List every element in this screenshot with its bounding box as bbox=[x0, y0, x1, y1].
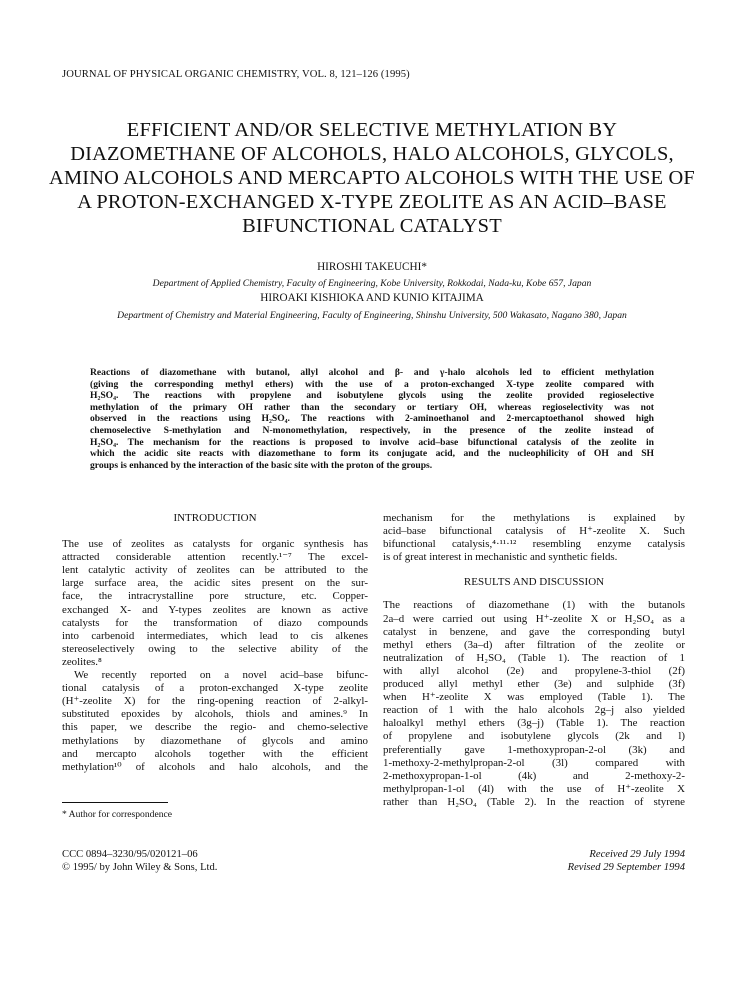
results-line: haloalkyl methyl ethers (3g–j) (Table 1). The reaction bbox=[383, 717, 685, 730]
results-line: when H⁺-zeolite X was employed (Table 1). The bbox=[383, 691, 685, 704]
intro-line: methylations by diazomethane of glycols and amino bbox=[62, 734, 368, 747]
abstract-line: methylation of the primary OH rather than the secondary or tertiary OH, whereas regioselectivity was not bbox=[90, 401, 654, 413]
results-line: The reactions of diazomethane (1) with the butanols bbox=[383, 599, 685, 612]
intro-line: attracted considerable attention recently.¹⁻⁷ The excel- bbox=[62, 551, 368, 564]
intro-line: The use of zeolites as catalysts for organic synthesis has bbox=[62, 538, 368, 551]
body-line: acid–base bifunctional catalysis of H⁺-zeolite X. Such bbox=[383, 525, 685, 538]
title-line: BIFUNCTIONAL CATALYST bbox=[242, 215, 502, 237]
abstract-line: observed in the reactions using H₂SO₄. The reactions with 2-aminoethanol and 2-mercaptoethanol showed high bbox=[90, 413, 654, 425]
abstract-line: H₂SO₄. The reactions with propylene and isobutylene glycols using the zeolite provided regioselective bbox=[90, 390, 654, 402]
intro-line: into carbenoid intermediates, which lead to cis alkenes bbox=[62, 629, 368, 642]
publication-info bbox=[62, 848, 217, 875]
intro-line: this paper, we describe the regio- and chemo-selective bbox=[62, 721, 368, 734]
footnote-rule bbox=[62, 802, 168, 803]
footnote: * Author for correspondence bbox=[62, 809, 173, 820]
author-secondary: HIROAKI KISHIOKA AND KUNIO KITAJIMA bbox=[260, 292, 484, 304]
revised-date: Revised 29 September 1994 bbox=[567, 862, 685, 874]
results-line: with allyl alcohol (2e) and propylene-3-thiol (2f) bbox=[383, 664, 685, 677]
dates bbox=[568, 848, 685, 875]
body-line: bifunctional catalysis,⁴·¹¹·¹² resembling enzyme catalysis bbox=[383, 538, 685, 551]
title-line: EFFICIENT AND/OR SELECTIVE METHYLATION BY bbox=[126, 119, 618, 141]
results-line: reaction of 1 with the halo alcohols 2g–j also yielded bbox=[383, 704, 685, 717]
ccc-code: CCC 0894–3230/95/020121–06 bbox=[62, 849, 198, 860]
results-line: 1-methoxy-2-methylpropan-2-ol (3l) compared with bbox=[383, 756, 685, 769]
intro-line: face, the intracrystalline pore structure, etc. Copper- bbox=[62, 590, 368, 603]
results-heading: RESULTS AND DISCUSSION bbox=[463, 576, 605, 589]
results-line: produced allyl methyl ether (3e) and sulphide (3f) bbox=[383, 678, 685, 691]
intro-line: tional catalysis of a proton-exchanged X-type zeolite bbox=[62, 682, 368, 695]
journal-header: JOURNAL OF PHYSICAL ORGANIC CHEMISTRY, VOL. 8, 121–126 (1995) bbox=[62, 69, 410, 80]
body-line: mechanism for the methylations is explained by bbox=[383, 512, 685, 524]
right-column bbox=[383, 512, 685, 809]
results-line: 2a–d were carried out using H⁺-zeolite X or H₂SO₄ as a bbox=[383, 612, 685, 625]
results-line: methyl ethers (3a–d) after filtration of the zeolite or bbox=[383, 638, 685, 651]
intro-line: stereoselectively owing to the selective ability of the bbox=[62, 642, 368, 655]
left-column bbox=[62, 512, 368, 774]
introduction-heading: INTRODUCTION bbox=[173, 512, 257, 524]
intro-line: substituted epoxides by alcohols, thiols and amines.⁹ In bbox=[62, 708, 368, 721]
intro-line: large surface area, the acidic sites present on the sur- bbox=[62, 577, 368, 590]
copyright: © 1995/ by John Wiley & Sons, Ltd. bbox=[62, 862, 218, 874]
body-line: is of great interest in mechanistic and synthetic fields. bbox=[383, 551, 618, 564]
results-line: preferentially gave 1-methoxypropan-2-ol (3k) and bbox=[383, 743, 685, 756]
abstract-line: chemoselective S-methylation and N-monomethylation, respectively, in the presence of the zeolite instead of bbox=[90, 424, 654, 436]
article-title bbox=[30, 118, 714, 238]
results-line: neutralization of H₂SO₄ (Table 1). The reaction of 1 bbox=[383, 651, 685, 664]
intro-line: zeolites.⁸ bbox=[62, 655, 102, 668]
affiliation-kobe: Department of Applied Chemistry, Faculty of Engineering, Kobe University, Rokkodai, Nada-ku, Kobe 657, Japan bbox=[152, 278, 592, 289]
title-line: DIAZOMETHANE OF ALCOHOLS, HALO ALCOHOLS, GLYCOLS, bbox=[70, 143, 674, 165]
intro-line: lent catalytic activity of zeolites can be attributed to the bbox=[62, 564, 368, 577]
abstract-line: Reactions of diazomethane with butanol, allyl alcohol and β- and γ-halo alcohols led to efficient methylation bbox=[90, 367, 654, 378]
intro-line: catalysts for the transformation of diazo compounds bbox=[62, 616, 368, 629]
results-line: rather than H₂SO₄ (Table 2). In the reaction of styrene bbox=[383, 795, 685, 808]
title-line: A PROTON-EXCHANGED X-TYPE ZEOLITE AS AN ACID–BASE bbox=[77, 191, 667, 213]
abstract-line: groups is enhanced by the interaction of the basic site with the proton of the groups. bbox=[90, 459, 433, 471]
results-line: methylpropan-1-ol (4l) with the use of H⁺-zeolite X bbox=[383, 782, 685, 795]
author-primary: HIROSHI TAKEUCHI* bbox=[317, 261, 427, 273]
title-line: AMINO ALCOHOLS AND MERCAPTO ALCOHOLS WITH THE USE OF bbox=[49, 167, 695, 189]
abstract-line: which the acidic site reacts with diazomethane to form its conjugate acid, and the nucleophilicity of OH and SH bbox=[90, 448, 654, 460]
abstract-line: H₂SO₄. The mechanism for the reactions is proposed to involve acid–base bifunctional catalysis of the zeolite in bbox=[90, 436, 654, 448]
received-date: Received 29 July 1994 bbox=[589, 849, 685, 860]
affiliation-shinshu: Department of Chemistry and Material Engineering, Faculty of Engineering, Shinshu University, 500 Wakasato, Nagano 380, Japan bbox=[117, 310, 627, 321]
results-line: catalyst in benzene, and gave the corresponding butyl bbox=[383, 625, 685, 638]
intro-line: methylation¹⁰ of alcohols and halo alcohols, and the bbox=[62, 760, 368, 773]
results-line: 2-methoxypropan-1-ol (4k) and 2-methoxy-2- bbox=[383, 769, 685, 782]
abstract-line: (giving the corresponding methyl ethers) with the use of a proton-exchanged X-type zeolite compared with bbox=[90, 378, 654, 390]
intro-line: exchanged X- and Y-types zeolites are known as active bbox=[62, 603, 368, 616]
abstract bbox=[90, 367, 654, 471]
intro-line: (H⁺-zeolite X) for the ring-opening reaction of 2-alkyl- bbox=[62, 695, 368, 708]
intro-line: and mercapto alcohols together with the efficient bbox=[62, 747, 368, 760]
results-line: of propylene and isobutylene glycols (2k and l) bbox=[383, 730, 685, 743]
intro-line: We recently reported on a novel acid–base bifunc- bbox=[74, 669, 368, 682]
